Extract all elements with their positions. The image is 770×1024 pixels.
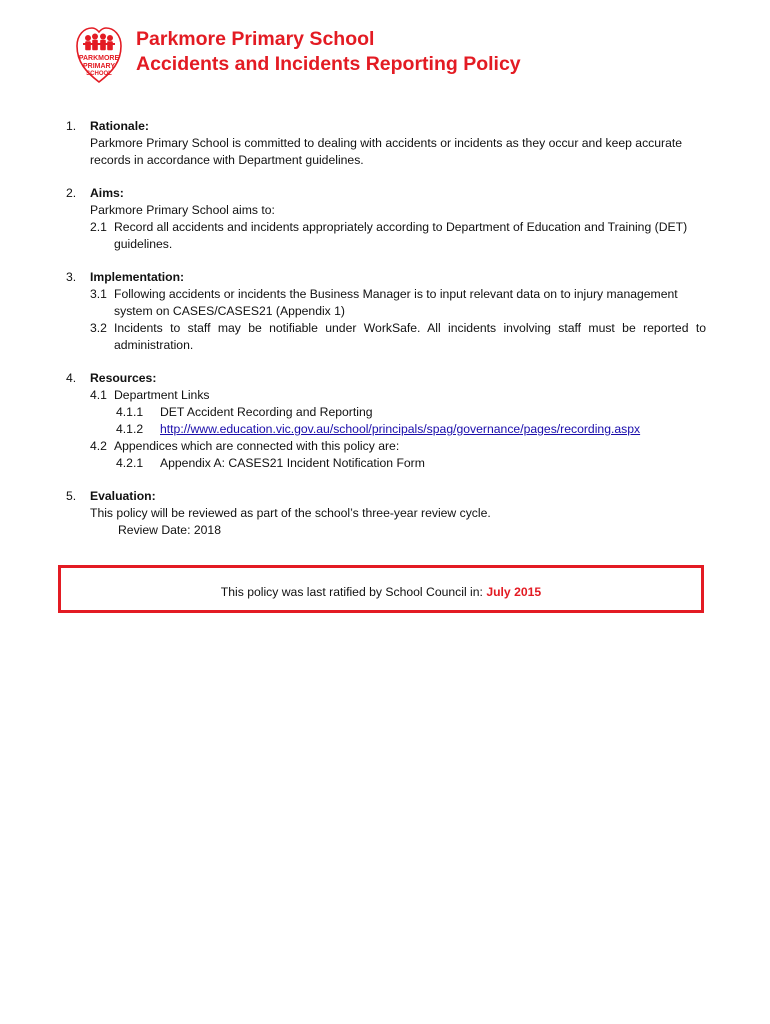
ratification-text: This policy was last ratified by School Council in: xyxy=(220,585,483,599)
list-item xyxy=(90,219,706,253)
section-heading: Evaluation: xyxy=(90,489,156,503)
policy-title: Accidents and Incidents Reporting Policy xyxy=(136,53,521,75)
section-text: Parkmore Primary School is committed to dealing with accidents or incidents as they occur and keep accurate records in accordance with Department guidelines. xyxy=(90,136,683,167)
policy-body xyxy=(66,118,706,555)
item-number: 3.1 xyxy=(90,287,107,301)
review-date: Review Date: 2018 xyxy=(118,523,221,537)
list-item xyxy=(90,320,706,354)
section-heading: Aims: xyxy=(90,186,124,200)
section-text: This policy will be reviewed as part of the school’s three-year review cycle. xyxy=(90,506,491,520)
section-number: 1. xyxy=(66,119,77,133)
section-number: 3. xyxy=(66,270,77,284)
section-heading: Rationale: xyxy=(90,119,149,133)
section-evaluation xyxy=(66,488,706,539)
page-header xyxy=(76,26,696,90)
item-text: DET Accident Recording and Reporting xyxy=(160,405,373,419)
school-name: Parkmore Primary School xyxy=(136,28,375,50)
list-item xyxy=(90,438,706,455)
section-heading: Implementation: xyxy=(90,270,185,284)
item-number: 4.2 xyxy=(90,439,107,453)
item-number: 4.1.2 xyxy=(116,422,144,436)
section-text: Parkmore Primary School aims to: xyxy=(90,203,275,217)
list-item xyxy=(90,421,706,438)
section-resources xyxy=(66,370,706,472)
section-aims xyxy=(66,185,706,253)
item-text: Record all accidents and incidents appropriately according to Department of Education and Training (DET) guidelines. xyxy=(114,220,688,251)
section-rationale xyxy=(66,118,706,169)
item-text: Appendix A: CASES21 Incident Notification Form xyxy=(160,456,425,470)
item-number: 2.1 xyxy=(90,220,107,234)
item-number: 4.2.1 xyxy=(116,456,144,470)
item-text: Following accidents or incidents the Business Manager is to input relevant data on to injury management system on CASES/CASES21 (Appendix 1) xyxy=(114,287,678,318)
section-heading: Resources: xyxy=(90,371,157,385)
section-number: 5. xyxy=(66,489,77,503)
section-number: 2. xyxy=(66,186,77,200)
list-item xyxy=(90,404,706,421)
logo-text-line-3: SCHOOL xyxy=(86,71,112,77)
school-logo xyxy=(76,26,122,84)
list-item xyxy=(90,387,706,404)
section-implementation xyxy=(66,269,706,354)
item-text: Department Links xyxy=(114,388,210,402)
logo-text-line-1: PARKMORE xyxy=(78,55,120,62)
item-number: 4.1.1 xyxy=(116,405,144,419)
item-number: 4.1 xyxy=(90,388,107,402)
list-item xyxy=(90,455,706,472)
item-number: 3.2 xyxy=(90,321,107,335)
logo-text-line-2: PRIMARY xyxy=(82,63,116,70)
title-block xyxy=(136,27,521,77)
department-link[interactable]: http://www.education.vic.gov.au/school/principals/spag/governance/pages/recording.aspx xyxy=(160,422,641,436)
item-text: Appendices which are connected with this policy are: xyxy=(114,439,400,453)
section-number: 4. xyxy=(66,371,77,385)
list-item xyxy=(90,286,706,320)
ratification-date: July 2015 xyxy=(486,585,542,599)
ratification-box xyxy=(58,565,704,613)
item-text: Incidents to staff may be notifiable under WorkSafe. All incidents involving staff must be reported to administration. xyxy=(114,321,706,352)
